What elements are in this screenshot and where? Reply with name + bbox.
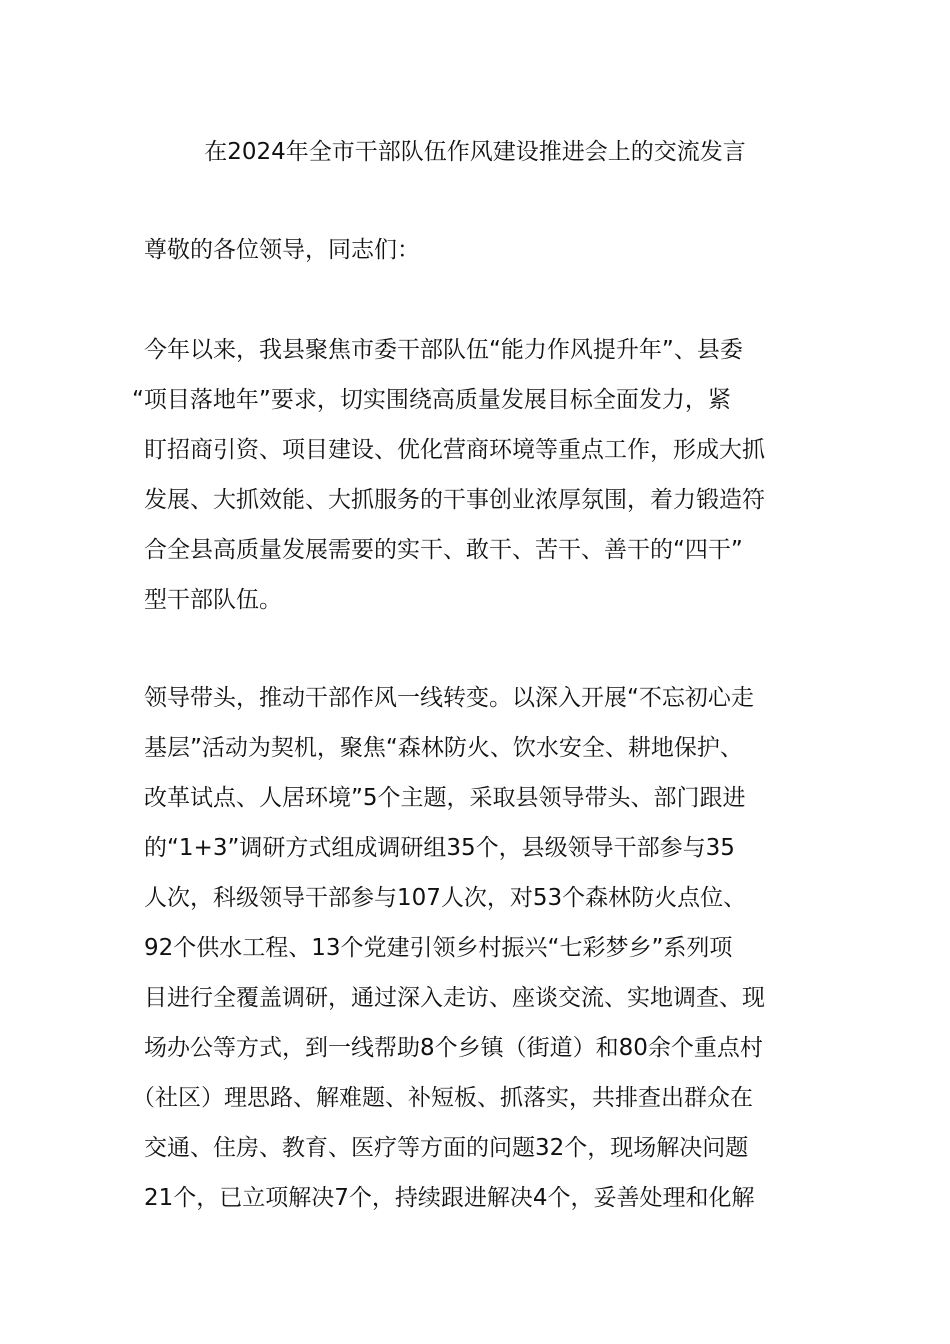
paragraph-2-line-4: 的“1+3”调研方式组成调研组35个，县级领导干部参与35	[144, 835, 735, 861]
paragraph-1-line-2: “项目落地年”要求，切实围绕高质量发展目标全面发力，紧	[132, 387, 731, 413]
paragraph-1-line-6: 型干部队伍。	[144, 587, 282, 613]
paragraph-2-line-11: 21个，已立项解决7个，持续跟进解决4个，妥善处理和化解	[144, 1185, 755, 1211]
paragraph-2-line-1: 领导带头，推动干部作风一线转变。以深入开展“不忘初心走	[144, 685, 754, 711]
paragraph-2-line-7: 目进行全覆盖调研，通过深入走访、座谈交流、实地调查、现	[144, 985, 765, 1011]
document-title: 在2024年全市干部队伍作风建设推进会上的交流发言	[204, 139, 746, 165]
paragraph-1-line-4: 发展、大抓效能、大抓服务的干事创业浓厚氛围，着力锻造符	[144, 487, 765, 513]
paragraph-2-line-8: 场办公等方式，到一线帮助8个乡镇（街道）和80余个重点村	[144, 1035, 763, 1061]
paragraph-2-line-10: 交通、住房、教育、医疗等方面的问题32个，现场解决问题	[144, 1135, 749, 1161]
paragraph-2-line-2: 基层”活动为契机，聚焦“森林防火、饮水安全、耕地保护、	[144, 735, 743, 761]
paragraph-2-line-9: （社区）理思路、解难题、补短板、抓落实，共排查出群众在	[132, 1085, 753, 1111]
paragraph-1-line-1: 今年以来，我县聚焦市委干部队伍“能力作风提升年”、县委	[144, 337, 743, 363]
paragraph-2-line-6: 92个供水工程、13个党建引领乡村振兴“七彩梦乡”系列项	[144, 935, 733, 961]
paragraph-2-line-5: 人次，科级领导干部参与107人次，对53个森林防火点位、	[144, 885, 747, 911]
paragraph-2-line-3: 改革试点、人居环境”5个主题，采取县领导带头、部门跟进	[144, 785, 746, 811]
salutation: 尊敬的各位领导，同志们：	[144, 237, 420, 263]
paragraph-1-line-5: 合全县高质量发展需要的实干、敢干、苦干、善干的“四干”	[144, 537, 743, 563]
paragraph-1-line-3: 盯招商引资、项目建设、优化营商环境等重点工作，形成大抓	[144, 437, 765, 463]
